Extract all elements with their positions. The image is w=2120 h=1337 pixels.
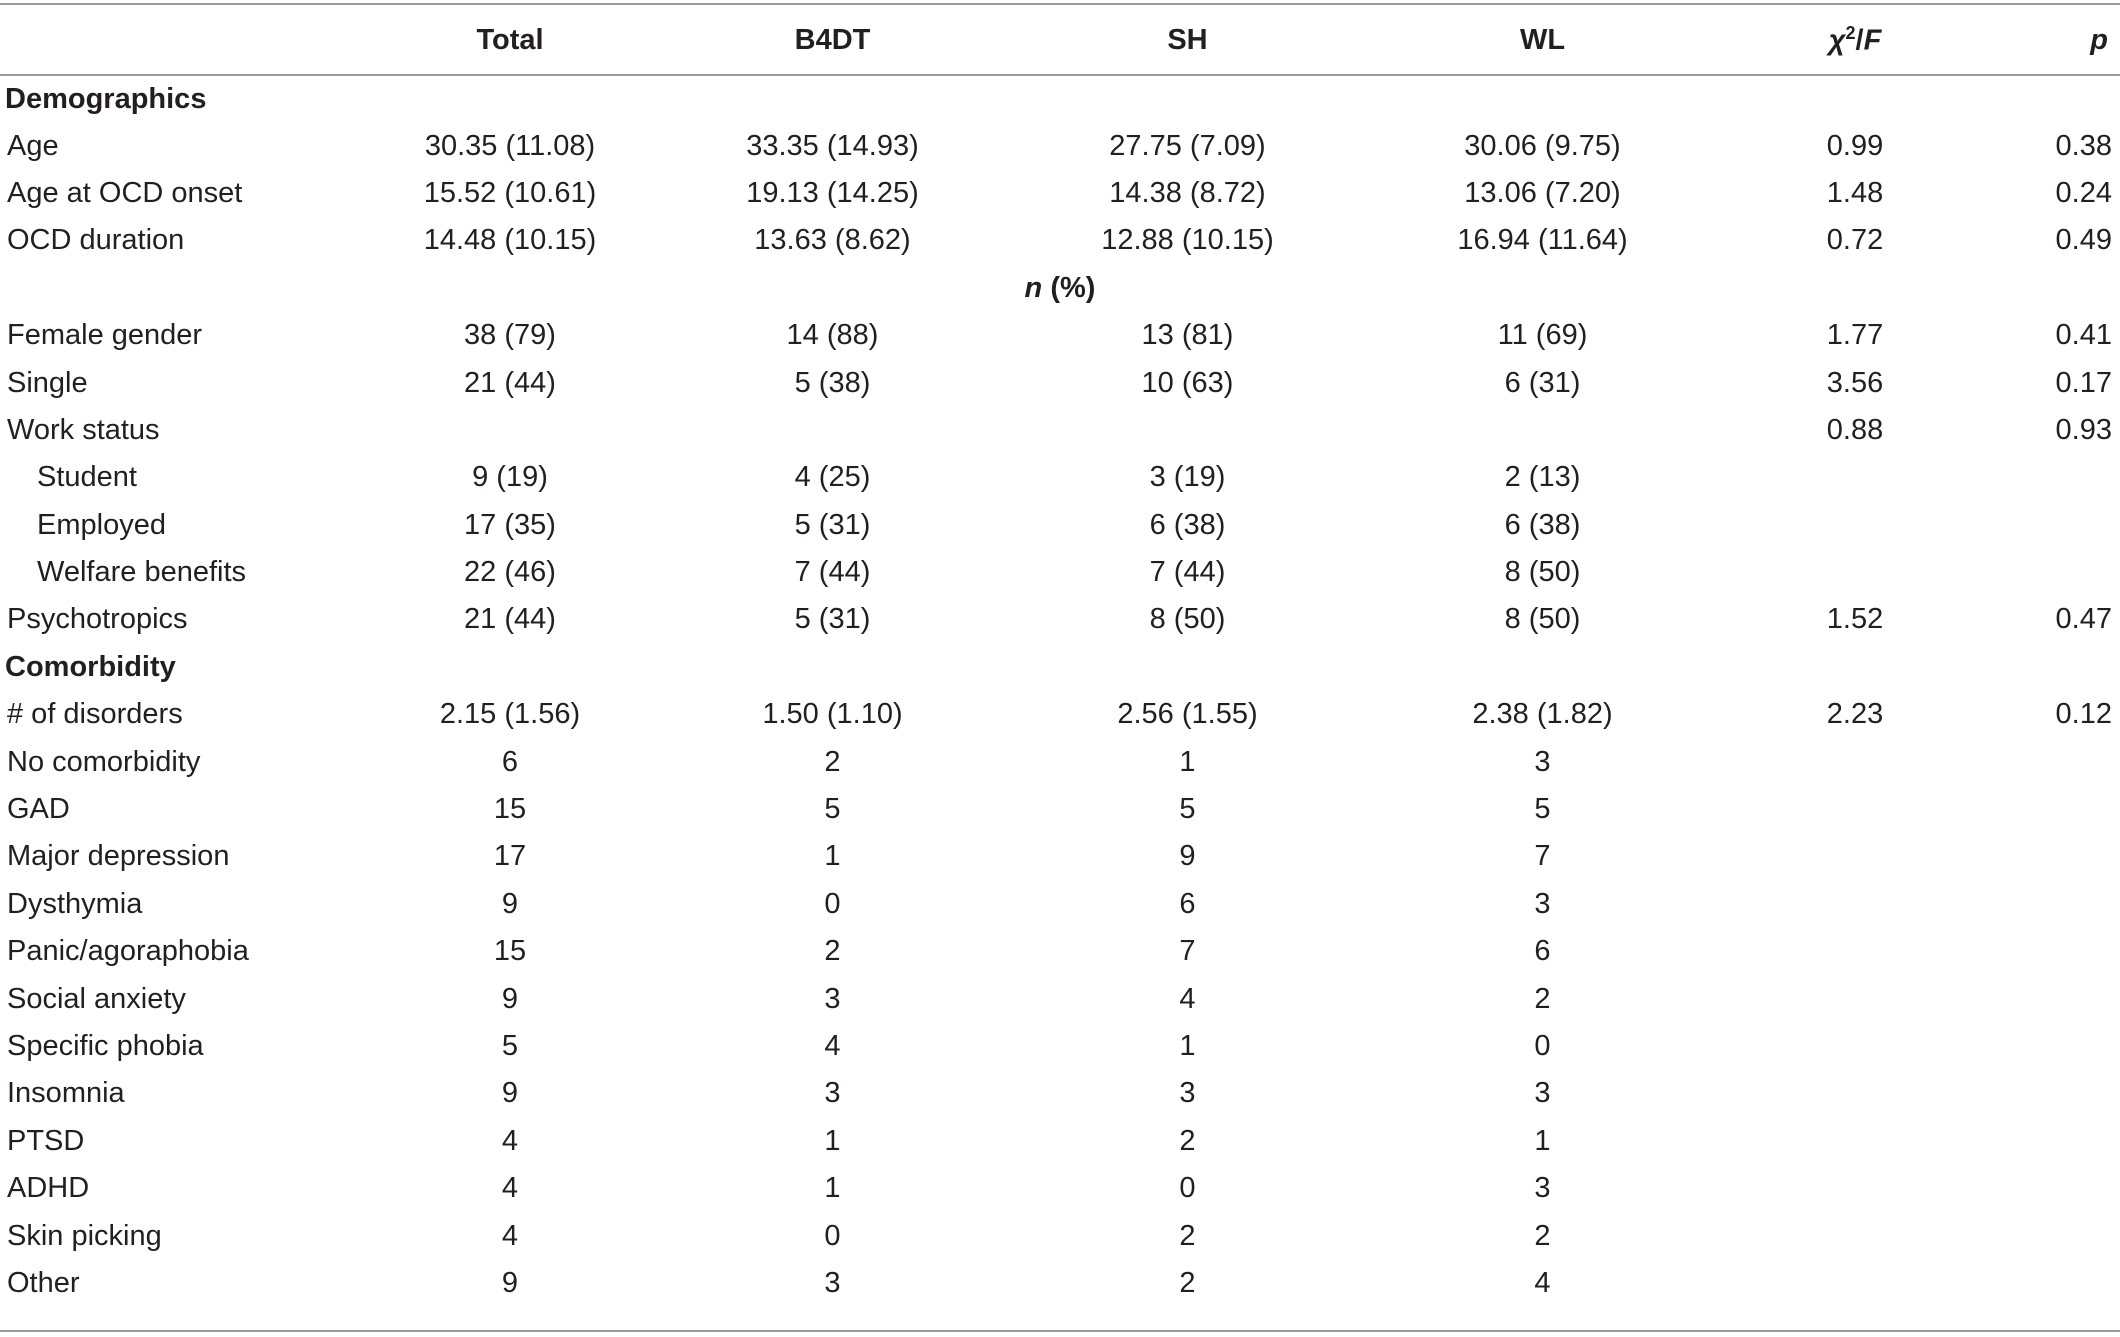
cell-p	[1985, 975, 2120, 1022]
cell-chi	[1725, 975, 1985, 1022]
cell-p	[1985, 928, 2120, 975]
table-row	[0, 217, 2120, 264]
cell-p	[1985, 502, 2120, 549]
row-label: Specific phobia	[7, 1030, 204, 1062]
cell-sh: 2	[1179, 1124, 1196, 1157]
table-row	[0, 312, 2120, 359]
table-row	[0, 928, 2120, 975]
cell-b4dt: 2	[824, 935, 841, 968]
cell-sh: 2.56 (1.55)	[1117, 698, 1258, 731]
table-row	[0, 170, 2120, 217]
cell-sh: 4	[1179, 982, 1196, 1015]
cell-total: 9	[501, 887, 519, 920]
cell-chi: 2.23	[1826, 698, 1884, 731]
cell-sh: 2	[1179, 1219, 1196, 1252]
row-label: Employed	[37, 508, 166, 541]
table-row	[0, 1212, 2120, 1259]
cell-total: 14.48 (10.15)	[423, 224, 597, 257]
table-row	[0, 738, 2120, 785]
chi-slash: /	[1855, 24, 1864, 57]
header-b4dt: B4DT	[794, 23, 871, 56]
cell-chi: 0.72	[1826, 224, 1884, 257]
cell-wl: 3	[1534, 1172, 1551, 1205]
cell-sh: 0	[1179, 1172, 1196, 1205]
table-row	[0, 975, 2120, 1022]
cell-total: 30.35 (11.08)	[424, 129, 596, 162]
cell-total: 15.52 (10.61)	[423, 176, 597, 209]
cell-sh: 3	[1179, 1077, 1196, 1110]
table-row	[0, 359, 2120, 406]
cell-chi	[1725, 1165, 1985, 1212]
cell-wl: 2.38 (1.82)	[1472, 698, 1613, 731]
table-row	[0, 833, 2120, 880]
cell-b4dt: 4 (25)	[794, 461, 871, 494]
cell-b4dt: 19.13 (14.25)	[746, 176, 919, 209]
cell-total: 17	[493, 840, 527, 873]
cell-total: 4	[501, 1124, 519, 1157]
cell-p	[1985, 1212, 2120, 1259]
cell-total: 15	[493, 793, 527, 826]
cell-sh: 2	[1179, 1266, 1196, 1299]
header-stub	[0, 5, 370, 75]
chi-superscript: 2	[1845, 22, 1856, 43]
cell-b4dt: 1	[824, 1124, 841, 1157]
cell-p	[1985, 1023, 2120, 1070]
cell-chi: 1.77	[1826, 319, 1884, 352]
cell-p	[1985, 881, 2120, 928]
row-label: # of disorders	[7, 698, 183, 731]
row-label: Major depression	[7, 840, 230, 873]
cell-b4dt: 1	[824, 1172, 841, 1205]
cell-chi	[1725, 454, 1985, 501]
cell-total: 17 (35)	[464, 508, 556, 541]
table-row	[0, 596, 2120, 643]
cell-chi	[1725, 1070, 1985, 1117]
section-row-n-percent	[0, 265, 2120, 312]
cell-total: 9	[501, 1266, 519, 1299]
table-row	[0, 122, 2120, 169]
row-label: Female gender	[7, 319, 203, 352]
table-row	[0, 502, 2120, 549]
cell-chi	[1725, 928, 1985, 975]
demographics-table	[0, 5, 2120, 1307]
cell-total	[370, 407, 650, 454]
cell-chi	[1725, 833, 1985, 880]
cell-p: 0.24	[2055, 176, 2112, 209]
cell-sh: 7 (44)	[1149, 556, 1226, 589]
row-label: Psychotropics	[7, 603, 188, 636]
cell-wl: 2	[1534, 982, 1551, 1015]
cell-p: 0.12	[2055, 698, 2112, 731]
table-row	[0, 407, 2120, 454]
bottom-rule	[0, 1330, 2120, 1332]
cell-p	[1985, 454, 2120, 501]
cell-wl: 11 (69)	[1497, 319, 1588, 352]
cell-wl: 6 (38)	[1504, 508, 1581, 541]
cell-chi: 1.48	[1826, 176, 1884, 209]
table-row	[0, 881, 2120, 928]
table-row	[0, 691, 2120, 738]
row-label: PTSD	[7, 1124, 85, 1157]
table-row	[0, 1070, 2120, 1117]
cell-total: 9	[501, 1077, 519, 1110]
cell-chi	[1725, 1118, 1985, 1165]
cell-wl: 13.06 (7.20)	[1464, 176, 1621, 209]
cell-sh: 9	[1179, 840, 1196, 873]
header-chi-square-f	[1725, 5, 1985, 75]
cell-p	[1985, 1070, 2120, 1117]
cell-b4dt: 1.50 (1.10)	[762, 698, 903, 731]
table-row	[0, 1260, 2120, 1307]
cell-chi	[1725, 1260, 1985, 1307]
cell-wl: 30.06 (9.75)	[1464, 129, 1621, 162]
cell-wl: 6	[1534, 935, 1551, 968]
row-label: ADHD	[7, 1172, 90, 1205]
cell-wl: 2 (13)	[1504, 461, 1581, 494]
cell-sh: 10 (63)	[1141, 366, 1234, 399]
row-label: OCD duration	[7, 224, 185, 257]
row-label: Student	[37, 461, 137, 494]
cell-b4dt: 2	[824, 745, 841, 778]
cell-sh: 7	[1179, 935, 1196, 968]
cell-total: 6	[501, 745, 519, 778]
cell-wl: 3	[1534, 1077, 1551, 1110]
header-total: Total	[476, 23, 544, 56]
cell-p	[1985, 786, 2120, 833]
header-p: p	[2090, 23, 2108, 56]
cell-chi	[1725, 738, 1985, 785]
cell-sh: 1	[1179, 1030, 1196, 1062]
cell-total: 4	[501, 1172, 519, 1205]
cell-p	[1985, 1165, 2120, 1212]
section-row-comorbidity	[0, 644, 2120, 691]
chi-symbol: χ	[1828, 24, 1846, 57]
cell-b4dt	[650, 407, 1015, 454]
f-symbol: F	[1863, 24, 1882, 57]
cell-sh: 13 (81)	[1141, 319, 1234, 352]
cell-p: 0.17	[2055, 366, 2112, 399]
cell-b4dt: 5 (31)	[794, 603, 871, 636]
cell-total: 9	[501, 982, 519, 1015]
cell-p	[1985, 549, 2120, 596]
cell-p: 0.38	[2055, 129, 2112, 162]
cell-b4dt: 13.63 (8.62)	[754, 224, 911, 257]
percent-label: (%)	[1042, 271, 1096, 304]
section-label-n-percent	[0, 265, 2120, 312]
row-label: Age	[7, 129, 59, 162]
cell-p: 0.41	[2055, 319, 2112, 352]
cell-sh: 6	[1179, 887, 1196, 920]
cell-wl: 4	[1534, 1266, 1551, 1299]
cell-wl: 7	[1534, 840, 1551, 873]
cell-b4dt: 0	[824, 887, 841, 920]
cell-total: 38 (79)	[464, 319, 556, 352]
cell-sh: 8 (50)	[1149, 603, 1226, 636]
cell-sh: 14.38 (8.72)	[1109, 176, 1266, 209]
cell-p	[1985, 738, 2120, 785]
cell-b4dt: 14 (88)	[786, 319, 879, 352]
row-label: Age at OCD onset	[7, 176, 243, 209]
cell-b4dt: 5 (38)	[794, 366, 871, 399]
row-label: Single	[7, 366, 88, 399]
cell-total: 22 (46)	[464, 556, 556, 589]
cell-sh: 3 (19)	[1149, 461, 1226, 494]
cell-wl: 3	[1534, 745, 1551, 778]
cell-sh: 6 (38)	[1149, 508, 1226, 541]
cell-total: 9 (19)	[472, 461, 548, 494]
n-symbol: n	[1024, 271, 1043, 304]
table-header	[0, 5, 2120, 75]
cell-p: 0.49	[2055, 224, 2112, 257]
cell-b4dt: 5 (31)	[794, 508, 871, 541]
cell-p	[1985, 1260, 2120, 1307]
cell-sh	[1015, 407, 1360, 454]
cell-sh: 1	[1179, 745, 1196, 778]
cell-chi	[1725, 786, 1985, 833]
table-row	[0, 1165, 2120, 1212]
cell-total: 5	[501, 1030, 519, 1062]
cell-b4dt: 0	[824, 1219, 841, 1252]
cell-chi: 0.88	[1826, 413, 1884, 446]
row-label: Panic/agoraphobia	[7, 935, 249, 968]
cell-wl: 1	[1534, 1124, 1551, 1157]
cell-wl: 5	[1534, 793, 1551, 826]
cell-b4dt: 3	[824, 1077, 841, 1110]
table-row	[0, 549, 2120, 596]
cell-p: 0.47	[2055, 603, 2112, 636]
cell-chi	[1725, 502, 1985, 549]
row-label: Work status	[7, 413, 160, 446]
cell-chi	[1725, 1212, 1985, 1259]
header-wl: WL	[1519, 23, 1566, 56]
cell-b4dt: 33.35 (14.93)	[746, 129, 919, 162]
cell-total: 21 (44)	[464, 366, 556, 399]
cell-chi: 0.99	[1826, 129, 1884, 162]
table-row	[0, 454, 2120, 501]
cell-b4dt: 3	[824, 982, 841, 1015]
cell-b4dt: 7 (44)	[794, 556, 871, 589]
section-row-demographics	[0, 75, 2120, 122]
cell-wl	[1360, 407, 1725, 454]
cell-chi: 3.56	[1826, 366, 1884, 399]
header-sh: SH	[1167, 23, 1208, 56]
cell-chi: 1.52	[1826, 603, 1884, 636]
cell-p	[1985, 1118, 2120, 1165]
cell-wl: 16.94 (11.64)	[1457, 224, 1628, 257]
cell-wl: 3	[1534, 887, 1551, 920]
cell-b4dt: 5	[824, 793, 841, 826]
table-row	[0, 1118, 2120, 1165]
cell-b4dt: 3	[824, 1266, 841, 1299]
cell-b4dt: 4	[824, 1030, 841, 1062]
cell-b4dt: 1	[824, 840, 841, 873]
cell-wl: 8 (50)	[1504, 556, 1581, 589]
row-label: GAD	[7, 793, 70, 826]
cell-total: 4	[501, 1219, 519, 1252]
cell-total: 21 (44)	[464, 603, 556, 636]
cell-wl: 2	[1534, 1219, 1551, 1252]
table-row	[0, 1023, 2120, 1070]
table-row	[0, 786, 2120, 833]
row-label: Other	[7, 1266, 80, 1299]
row-label: Social anxiety	[7, 982, 186, 1015]
cell-wl: 6 (31)	[1504, 366, 1581, 399]
cell-wl: 8 (50)	[1504, 603, 1581, 636]
row-label: No comorbidity	[7, 745, 201, 778]
section-label-comorbidity: Comorbidity	[5, 650, 176, 683]
row-label: Welfare benefits	[37, 556, 247, 589]
cell-chi	[1725, 1023, 1985, 1070]
cell-sh: 12.88 (10.15)	[1101, 224, 1274, 257]
cell-chi	[1725, 881, 1985, 928]
table-body	[0, 75, 2120, 1307]
cell-p: 0.93	[2055, 413, 2112, 446]
cell-sh: 27.75 (7.09)	[1109, 129, 1266, 162]
row-label: Skin picking	[7, 1219, 162, 1252]
cell-p	[1985, 833, 2120, 880]
row-label: Insomnia	[7, 1077, 125, 1110]
cell-sh: 5	[1179, 793, 1196, 826]
cell-wl: 0	[1534, 1030, 1551, 1062]
cell-total: 15	[493, 935, 527, 968]
section-label-demographics: Demographics	[5, 83, 207, 116]
cell-total: 2.15 (1.56)	[439, 698, 581, 731]
cell-chi	[1725, 549, 1985, 596]
row-label: Dysthymia	[7, 887, 143, 920]
